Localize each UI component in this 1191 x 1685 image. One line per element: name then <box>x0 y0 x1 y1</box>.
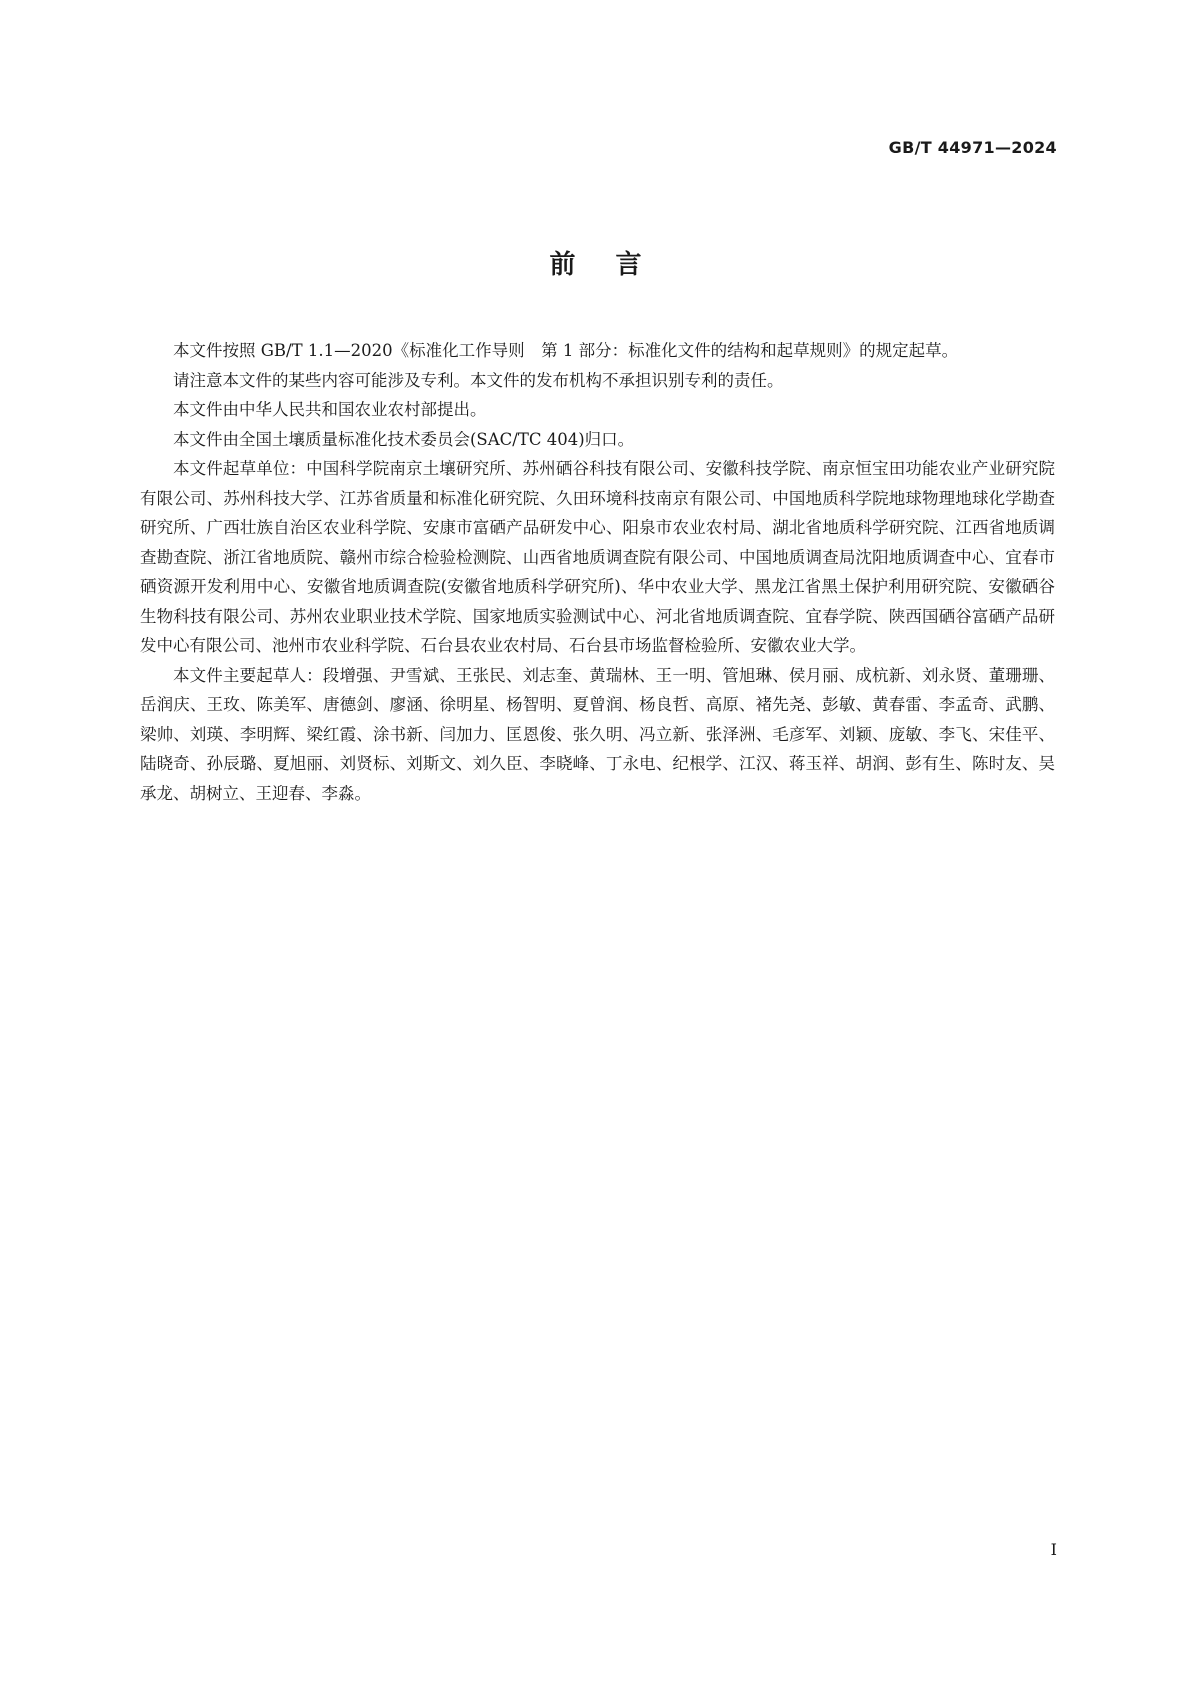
standard-number: GB/T 44971—2024 <box>888 138 1057 157</box>
page-number: I <box>1050 1540 1057 1559</box>
paragraph-patent-notice: 请注意本文件的某些内容可能涉及专利。本文件的发布机构不承担识别专利的责任。 <box>173 370 784 390</box>
paragraph-drafters: 本文件主要起草人：段增强、尹雪斌、王张民、刘志奎、黄瑞林、王一明、管旭琳、侯月丽、成杭新、刘永贤、董珊珊、岳润庆、王玫、陈美军、唐德剑、廖涵、徐明星、杨智明、夏曾润、杨良哲、高原、褚先尧、彭敏、黄春雷、李孟奇、武鹏、梁帅、刘瑛、李明辉、梁红霞、涂书新、闫加力、匡恩俊、张久明、冯立新、张泽洲、毛彦军、刘颖、庞敏、李飞、宋佳平、陆晓奇、孙辰璐、夏旭丽、刘贤标、刘斯文、刘久臣、李晓峰、丁永电、纪根学、江汉、蒋玉祥、胡润、彭有生、陈时友、吴承龙、胡树立、王迎春、李淼。 <box>140 665 1055 803</box>
paragraph-drafting-rules: 本文件按照 GB/T 1.1—2020《标准化工作导则 第 1 部分：标准化文件的结构和起草规则》的规定起草。 <box>173 341 959 360</box>
paragraph-proposer: 本文件由中华人民共和国农业农村部提出。 <box>173 400 487 419</box>
paragraph-drafting-units: 本文件起草单位：中国科学院南京土壤研究所、苏州硒谷科技有限公司、安徽科技学院、南京恒宝田功能农业产业研究院有限公司、苏州科技大学、江苏省质量和标准化研究院、久田环境科技南京有限公司、中国地质科学院地球物理地球化学勘查研究所、广西壮族自治区农业科学院、安康市富硒产品研发中心、阳泉市农业农村局、湖北省地质科学研究院、江西省地质调查勘查院、浙江省地质院、赣州市综合检验检测院、山西省地质调查院有限公司、中国地质调查局沈阳地质调查中心、宜春市硒资源开发利用中心、安徽省地质调查院(安徽省地质科学研究所)、华中农业大学、黑龙江省黑土保护利用研究院、安徽硒谷生物科技有限公司、苏州农业职业技术学院、国家地质实验测试中心、河北省地质调查院、宜春学院、陕西国硒谷富硒产品研发中心有限公司、池州市农业科学院、石台县农业农村局、石台县市场监督检验所、安徽农业大学。 <box>140 459 1055 655</box>
page-title: 前言 <box>549 250 682 280</box>
document-body <box>140 336 1055 808</box>
paragraph-committee: 本文件由全国土壤质量标准化技术委员会(SAC/TC 404)归口。 <box>173 429 635 449</box>
